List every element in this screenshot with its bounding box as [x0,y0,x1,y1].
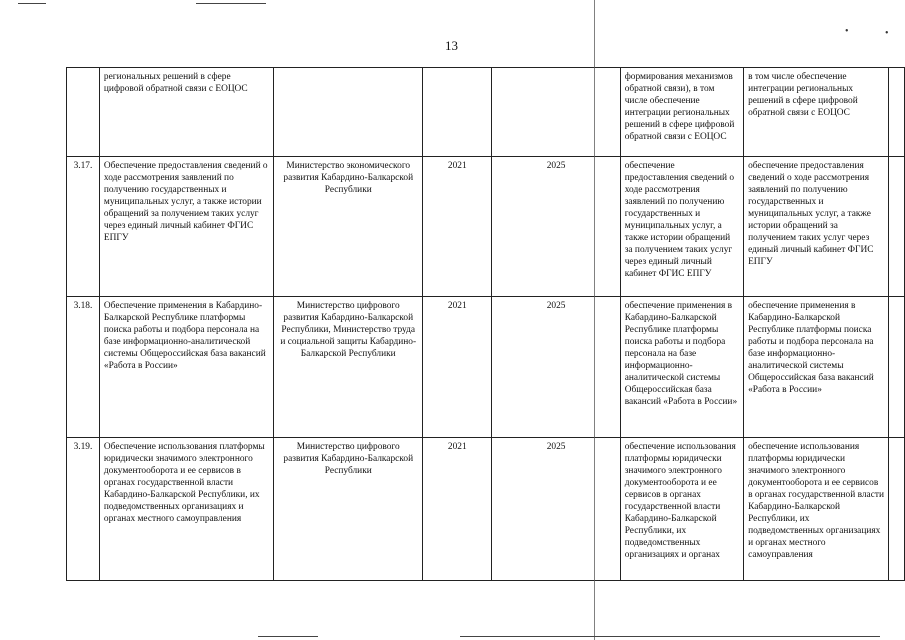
empty-column [889,157,905,297]
scan-artifact [196,3,266,4]
measure-name: Обеспечение применения в Кабардино-Балкарской Республике платформы поиска работы и подбора персонала на базе информационно-аналитической системы Общероссийская база вакансий «Работа в России» [99,297,273,438]
scan-fold-line [594,0,595,640]
start-year: 2021 [423,297,492,438]
measures-table [66,67,905,581]
responsible-executor: Министерство экономического развития Кабардино-Балкарской Республики [274,157,423,297]
scan-artifact: • [845,26,849,37]
start-year [423,68,492,157]
expected-result: обеспечение использования платформы юридически значимого электронного документооборота и ее сервисов в органах государственной власти Кабардино-Балкарской Республики, их подведомственных организациях и органах [620,438,743,581]
responsible-executor [274,68,423,157]
measure-name: Обеспечение предоставления сведений о ходе рассмотрения заявлений по получению государственных и муниципальных услуг, а также истории обращений за получением таких услуг через единый личный кабинет ФГИС ЕПГУ [99,157,273,297]
expected-result: обеспечение применения в Кабардино-Балкарской Республике платформы поиска работы и подбора персонала на базе информационно-аналитической системы Общероссийская база вакансий «Работа в России» [620,297,743,438]
scan-artifact [460,636,880,637]
indicator: в том числе обеспечение интеграции региональных решений в сфере цифровой обратной связи с ЕОЦОС [744,68,889,157]
start-year: 2021 [423,438,492,581]
end-year: 2025 [492,297,620,438]
end-year: 2025 [492,157,620,297]
empty-column [889,68,905,157]
indicator: обеспечение применения в Кабардино-Балкарской Республике платформы поиска работы и подбора персонала на базе информационно-аналитической системы Общероссийская база вакансий «Работа в России» [744,297,889,438]
end-year: 2025 [492,438,620,581]
start-year: 2021 [423,157,492,297]
measure-name: региональных решений в сфере цифровой обратной связи с ЕОЦОС [99,68,273,157]
measure-name: Обеспечение использования платформы юридически значимого электронного документооборота и ее сервисов в органах государственной власти Кабардино-Балкарской Республики, их подведомственных организациях и органах местного самоуправления [99,438,273,581]
empty-column [889,438,905,581]
responsible-executor: Министерство цифрового развития Кабардино-Балкарской Республики [274,438,423,581]
expected-result: формирования механизмов обратной связи), в том числе обеспечение интеграции региональных решений в сфере цифровой обратной связи с ЕОЦОС [620,68,743,157]
scan-artifact [18,3,46,4]
page-number: 13 [445,38,458,53]
indicator: обеспечение использования платформы юридически значимого электронного документооборота и ее сервисов в органах государственной власти Кабардино-Балкарской Республики, их подведомственных организациях и органах местного самоуправления [744,438,889,581]
scan-artifact: • [885,28,889,39]
responsible-executor: Министерство цифрового развития Кабардино-Балкарской Республики, Министерство труда и социальной защиты Кабардино-Балкарской Республики [274,297,423,438]
table-row [67,438,905,581]
expected-result: обеспечение предоставления сведений о ходе рассмотрения заявлений по получению государственных и муниципальных услуг, а также истории обращений за получением таких услуг через единый личный кабинет ФГИС ЕПГУ [620,157,743,297]
table-row [67,68,905,157]
table-row [67,297,905,438]
row-number: 3.18. [67,297,100,438]
row-number: 3.19. [67,438,100,581]
indicator: обеспечение предоставления сведений о ходе рассмотрения заявлений по получению государственных и муниципальных услуг, а также истории обращений за получением таких услуг через единый личный кабинет ФГИС ЕПГУ [744,157,889,297]
scan-artifact [258,636,318,637]
table-row [67,157,905,297]
empty-column [889,297,905,438]
row-number: 3.17. [67,157,100,297]
row-number [67,68,100,157]
end-year [492,68,620,157]
